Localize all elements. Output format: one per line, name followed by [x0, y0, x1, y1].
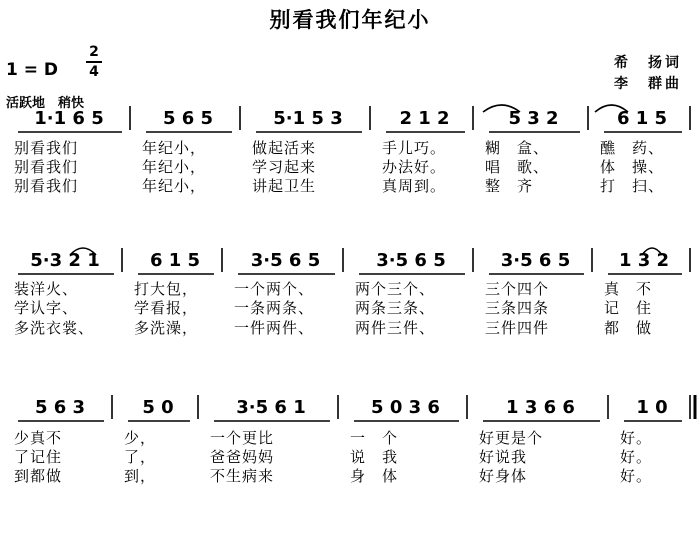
lyric-syllables: 糊 盒、	[485, 139, 550, 157]
lyric-syllables: 少真不	[14, 429, 63, 447]
lyric-syllables: 一 个	[350, 429, 399, 447]
lyric-syllables: 年纪小，	[142, 158, 207, 176]
measure-notes: 5·1 5 3	[273, 108, 343, 129]
lyric-syllables: 做起活来	[252, 139, 317, 157]
lyric-syllables: 一条两条、	[234, 299, 315, 317]
lyric-syllables: 说 我	[350, 448, 399, 466]
measure-notes: 3·5 6 5	[500, 250, 571, 271]
key-signature: 1 = D	[6, 60, 59, 80]
lyric-syllables: 年纪小，	[142, 177, 207, 195]
lyric-syllables: 两件三件、	[355, 319, 436, 337]
lyric-syllables: 一个两个、	[234, 280, 315, 298]
lyric-syllables: 一个更比	[210, 429, 275, 447]
measure-notes: 2 1 2	[399, 108, 450, 129]
lyric-syllables: 好更是个	[479, 429, 544, 447]
lyric-syllables: 学习起来	[252, 158, 317, 176]
lyric-syllables: 三件四件	[485, 319, 550, 337]
lyric-syllables: 真周到。	[382, 177, 447, 195]
lyric-syllables: 年纪小，	[142, 139, 207, 157]
composer-credit: 李 群曲	[614, 76, 682, 92]
lyric-syllables: 身 体	[350, 467, 399, 485]
measure-notes: 5 6 3	[34, 397, 86, 418]
lyric-syllables: 真 不	[604, 280, 653, 298]
lyric-syllables: 到，	[124, 467, 157, 485]
lyric-syllables: 体 操、	[600, 158, 665, 176]
lyric-syllables: 两个三个、	[355, 280, 436, 298]
lyric-syllables: 三条四条	[485, 299, 550, 317]
measure-notes: 1·1 6 5	[34, 108, 104, 129]
measure-notes: 5 0	[142, 397, 174, 418]
lyric-syllables: 三个四个	[485, 280, 550, 298]
lyric-syllables: 都 做	[604, 319, 653, 337]
lyric-syllables: 别看我们	[14, 177, 79, 195]
measure-notes: 3·5 6 5	[250, 250, 321, 271]
lyric-syllables: 爸爸妈妈	[210, 448, 275, 466]
tempo-marking: 活跃地 稍快	[6, 96, 85, 111]
lyric-syllables: 整 齐	[485, 177, 534, 195]
lyric-syllables: 多洗澡，	[134, 319, 199, 337]
lyricist-credit: 希 扬词	[614, 55, 682, 71]
lyric-syllables: 办法好。	[382, 158, 447, 176]
lyric-syllables: 不生病来	[210, 467, 275, 485]
lyric-syllables: 打 扫、	[600, 177, 665, 195]
lyric-syllables: 醮 药、	[600, 139, 665, 157]
measure-notes: 6 1 5	[149, 250, 201, 271]
measure-notes: 1 0	[636, 397, 668, 418]
measure-notes: 5·3 2 1	[30, 250, 100, 271]
lyric-syllables: 少，	[124, 429, 157, 447]
lyric-syllables: 到都做	[14, 467, 63, 485]
lyric-syllables: 了记住	[14, 448, 63, 466]
meter-top: 2	[89, 44, 99, 60]
lyric-syllables: 打大包，	[134, 280, 199, 298]
measure-notes: 3·5 6 1	[236, 397, 306, 418]
lyric-syllables: 好说我	[479, 448, 528, 466]
lyric-syllables: 一件两件、	[234, 319, 315, 337]
song-title: 别看我们年纪小	[269, 8, 431, 32]
lyric-syllables: 学认字、	[14, 299, 79, 317]
lyric-syllables: 了，	[124, 448, 157, 466]
lyric-syllables: 记 住	[604, 299, 653, 317]
lyric-syllables: 别看我们	[14, 158, 79, 176]
meter-bottom: 4	[89, 64, 99, 80]
lyric-syllables: 好。	[620, 429, 653, 447]
measure-notes: 5 3 2	[508, 108, 559, 129]
lyric-syllables: 手儿巧。	[382, 139, 447, 157]
measure-notes: 5 6 5	[162, 108, 214, 129]
lyric-syllables: 别看我们	[14, 139, 79, 157]
lyric-syllables: 学看报，	[134, 299, 199, 317]
lyric-syllables: 讲起卫生	[252, 177, 317, 195]
measure-notes: 6 1 5	[616, 108, 668, 129]
lyric-syllables: 好。	[620, 467, 653, 485]
lyric-syllables: 两条三条、	[355, 299, 436, 317]
lyric-syllables: 装洋火、	[14, 280, 79, 298]
measure-notes: 1 3 6 6	[506, 397, 575, 418]
measure-notes: 3·5 6 5	[376, 250, 446, 271]
lyric-syllables: 好身体	[479, 467, 528, 485]
lyric-syllables: 多洗衣裳、	[14, 319, 95, 337]
measure-notes: 5 0 3 6	[371, 397, 440, 418]
lyric-syllables: 好。	[620, 448, 653, 466]
lyric-syllables: 唱 歌、	[485, 158, 550, 176]
measure-notes: 1 3 2	[618, 250, 670, 271]
